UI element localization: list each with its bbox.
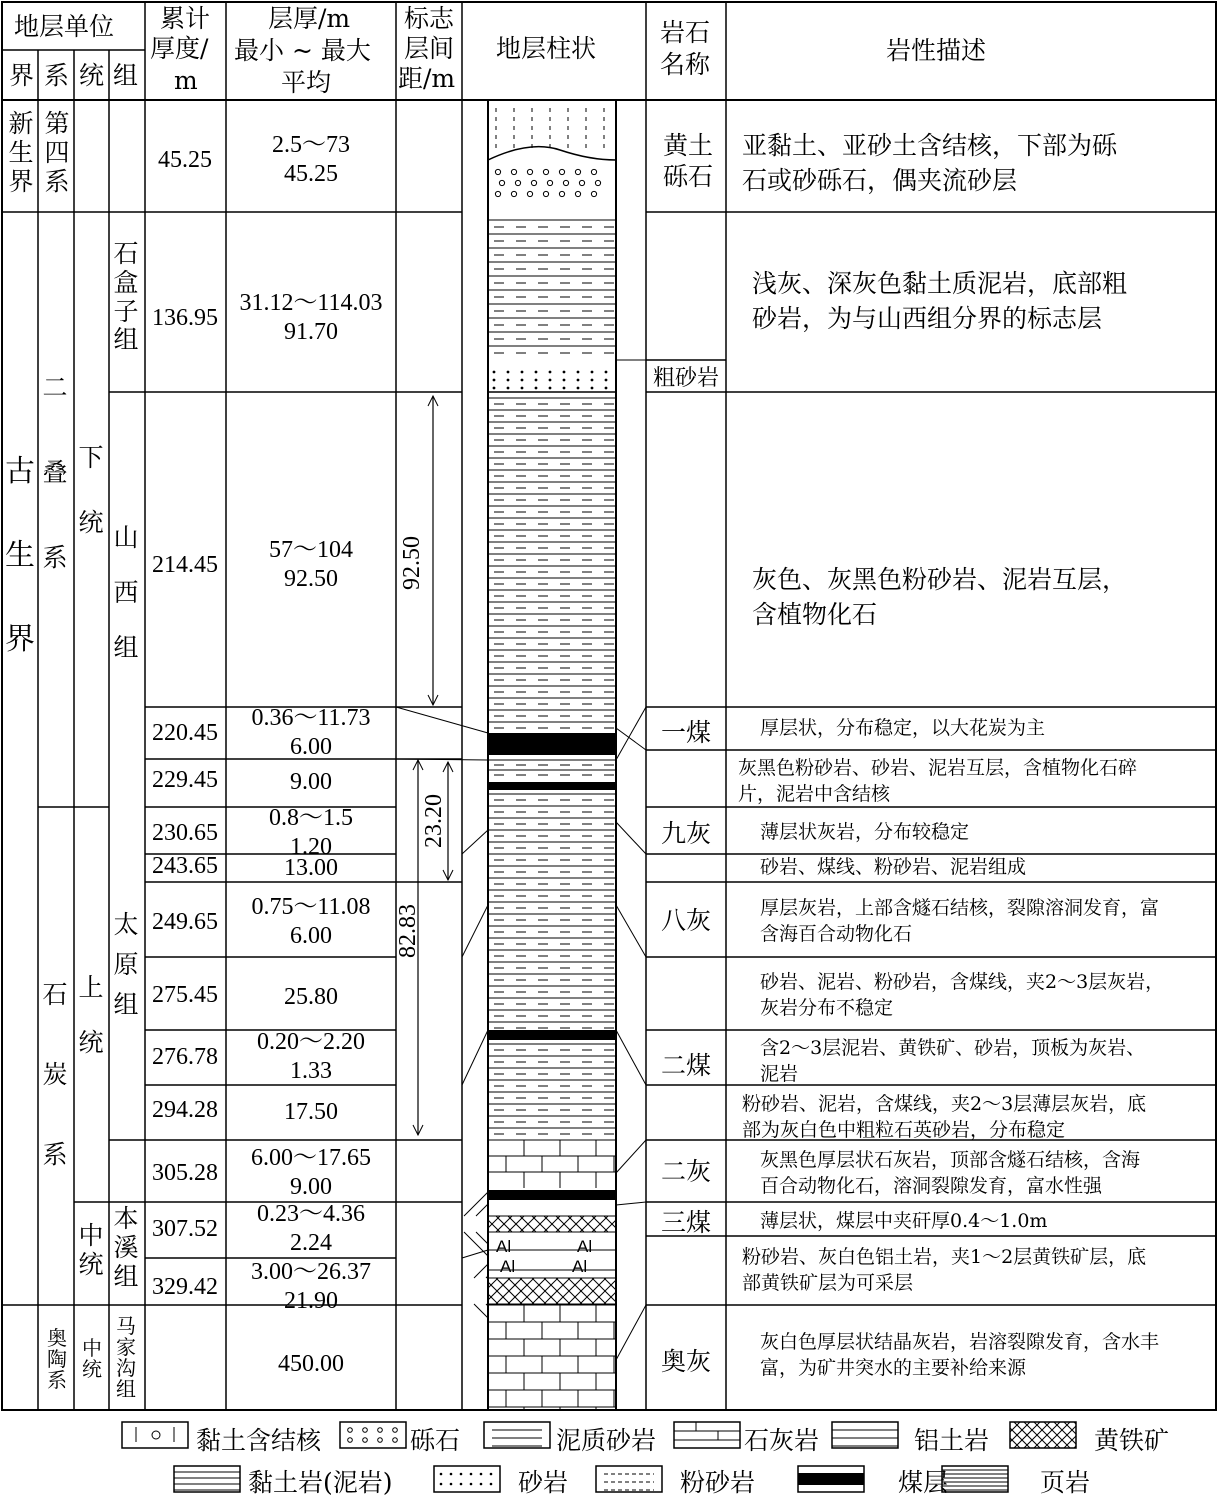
sand-dot	[577, 387, 580, 390]
sand-dot	[605, 379, 608, 382]
leader-line	[462, 1030, 488, 1085]
leader-line	[616, 905, 646, 957]
header-cum-1: 累计	[160, 4, 211, 33]
zu-taiyuan: 太原组	[113, 910, 139, 1019]
gravel-dot	[575, 169, 580, 174]
rock-name-limestone-9: 九灰	[660, 819, 711, 848]
legend-sand-dot	[470, 1483, 473, 1486]
legend-swatch-gravel	[340, 1422, 406, 1448]
header-cum-2: 厚度/	[150, 34, 209, 63]
cumulative-thickness: 305.28	[152, 1160, 218, 1186]
legend-sand-dot	[490, 1473, 493, 1476]
cumulative-thickness: 230.65	[152, 820, 218, 846]
leader-line	[616, 1140, 646, 1173]
legend-label: 页岩	[1040, 1468, 1091, 1497]
thickness-average: 6.00	[290, 923, 332, 949]
lithology-description: 薄层状灰岩，分布较稳定	[760, 821, 970, 843]
legend-sand-dot	[460, 1483, 463, 1486]
gravel-dot	[579, 180, 584, 185]
pyrite-hatch	[604, 1292, 616, 1304]
sand-dot	[605, 387, 608, 390]
sand-dot	[521, 387, 524, 390]
gravel-dot	[543, 191, 548, 196]
legend-sand-dot	[470, 1473, 473, 1476]
coal-seam	[488, 782, 616, 790]
rock-name-coal-2: 二煤	[660, 1051, 711, 1080]
lithology-description: 灰白色厚层状结晶灰岩，岩溶裂隙发育，含水丰 富，为矿井突水的主要补给来源	[760, 1331, 1160, 1379]
leader-line	[616, 728, 646, 750]
legend-sand-dot	[460, 1473, 463, 1476]
legend-label: 砂岩	[518, 1468, 569, 1497]
leader-line	[396, 707, 488, 733]
legend-gravel-dot	[393, 1438, 398, 1443]
cumulative-thickness: 307.52	[152, 1216, 218, 1242]
cumulative-thickness: 243.65	[152, 853, 218, 879]
gravel-dot	[495, 191, 500, 196]
thickness-average: 2.24	[290, 1230, 332, 1256]
bauxite-symbol: Al	[577, 1237, 593, 1256]
legend-sand-dot	[440, 1473, 443, 1476]
lithology-description: 粉砂岩、灰白色铝土岩，夹1～2层黄铁矿层，底 部黄铁矿层为可采层	[742, 1246, 1147, 1294]
thickness-average: 13.00	[284, 855, 338, 881]
sand-dot	[577, 371, 580, 374]
header-marker-3: 距/m	[398, 64, 456, 93]
legend-label: 铝土岩	[914, 1426, 990, 1455]
leader-line	[462, 905, 488, 957]
sand-dot	[549, 371, 552, 374]
lithology-description: 厚层状，分布稳定，以大花炭为主	[760, 717, 1046, 739]
lithology-description: 厚层灰岩，上部含燧石结核，裂隙溶洞发育，富 含海百合动物化石	[760, 897, 1160, 945]
pyrite-hatch	[604, 1278, 616, 1290]
legend-gravel-dot	[393, 1428, 398, 1433]
legend-swatch-muddy-sandstone	[484, 1422, 550, 1448]
sand-dot	[605, 371, 608, 374]
thickness-average: 21.90	[284, 1288, 338, 1314]
header-marker-1: 标志	[404, 4, 455, 33]
legend-label: 煤层	[898, 1468, 949, 1497]
legend-sand-dot	[480, 1483, 483, 1486]
rock-name-loess-gravel: 黄土 砾石	[662, 131, 713, 192]
cumulative-thickness: 294.28	[152, 1097, 218, 1123]
legend-gravel-dot	[363, 1438, 368, 1443]
gravel-dot	[495, 169, 500, 174]
header-zu: 组	[113, 61, 139, 90]
legend-label: 砾石	[410, 1426, 461, 1455]
header-jie: 界	[9, 61, 35, 90]
pyrite-hatch	[476, 1232, 488, 1244]
header-marker-2: 层间	[404, 34, 455, 63]
pyrite-hatch	[464, 1232, 488, 1256]
header-cum-3: m	[174, 66, 198, 95]
pyrite-hatch	[592, 1280, 616, 1304]
tong-middle: 中统	[78, 1221, 104, 1279]
pyrite-hatch	[474, 1264, 488, 1278]
header-layer-2: 最小 ~ 最大	[234, 36, 371, 65]
legend-sand-dot	[450, 1483, 453, 1486]
leader-line	[616, 707, 646, 760]
thickness-range: 0.36～11.73	[251, 705, 371, 731]
gravel-dot	[547, 180, 552, 185]
legend-gravel-dot	[378, 1428, 383, 1433]
sand-dot	[507, 387, 510, 390]
thickness-range: 0.23～4.36	[257, 1201, 365, 1227]
lithology-description: 灰黑色粉砂岩、砂岩、泥岩互层，含植物化石碎 片，泥岩中含结核	[738, 757, 1138, 805]
pyrite-hatch	[474, 1304, 488, 1318]
leader-line	[462, 1250, 488, 1258]
zu-majiagou: 马家沟组	[116, 1314, 136, 1401]
gravel-dot	[515, 180, 520, 185]
legend-label: 粉砂岩	[680, 1468, 756, 1497]
lithology-description: 含2～3层泥岩、黄铁矿、砂岩，顶板为灰岩、 泥岩	[760, 1037, 1146, 1085]
legend-label: 黏土含结核	[196, 1426, 322, 1455]
legend-hatch	[1054, 1426, 1076, 1448]
gravel-dot	[499, 180, 504, 185]
cumulative-thickness: 249.65	[152, 909, 218, 935]
cumulative-thickness: 136.95	[152, 305, 218, 331]
sand-dot	[549, 379, 552, 382]
header-layer-3: 平均	[281, 68, 332, 97]
zu-shanxi: 山西组	[113, 523, 139, 662]
legend-gravel-dot	[363, 1428, 368, 1433]
lithology-description: 亚黏土、亚砂土含结核，下部为砾 石或砂砾石，偶夹流砂层	[742, 131, 1118, 195]
leader-line	[616, 1030, 646, 1085]
sand-dot	[535, 387, 538, 390]
sand-dot	[563, 379, 566, 382]
cumulative-thickness: 220.45	[152, 720, 218, 746]
gravel-dot	[511, 169, 516, 174]
legend-mark	[152, 1431, 160, 1439]
legend-swatch-clay-nodule	[122, 1422, 188, 1448]
legend-coal-fill	[798, 1473, 864, 1485]
legend-label: 黄铁矿	[1094, 1426, 1170, 1455]
gravel-dot	[563, 180, 568, 185]
xi-quaternary: 第四系	[44, 109, 70, 196]
legend-sand-dot	[480, 1473, 483, 1476]
lithology-description: 灰色、灰黑色粉砂岩、泥岩互层， 含植物化石	[752, 565, 1128, 629]
cumulative-thickness: 275.45	[152, 982, 218, 1008]
stratigraphic-column-figure: 地层单位 界 系 统 组 累计 厚度/ m 层厚/m 最小 ~ 最大 平均 标志 层间 距/m 地层柱状 岩石 名称 岩性描述 新生界 古生界 第四系 二叠系 石炭系 奥陶系 下统 上统 中统 中统 石盒子组 山西组 太原组 本溪组 马家沟组 45.25 2.5～73 45.25 136.95 31.12～114.03 91.70 214.45 57～104 92.50 220.45 0.36～11.73 6.00 229.45 9.00 230.65 0.8～1.5 1.20 243.65 13.00 249.65 0.75～11.08 6.00 275.45 25.80 276.78 0.20～2.20 1.33 294.28 17.50 305.28 6.00～17.65 9.00 307.52 0.23～4.36 2.24 329.42 3.00～26.37 21.90 450.00 92.50 23.20 82.83 黄土 砾石 粗砂岩 一煤 九灰 八灰 二煤 二灰 三煤 奥灰 亚黏土、亚砂土含结核，下部为砾 石或砂砾石，偶夹流砂层 浅灰、深灰色黏土质泥岩，底部粗 砂岩，为与山西组分界的标志层 灰色、灰黑色粉砂岩、泥岩互层， 含植物化石 厚层状，分布稳定，以大花炭为主 灰黑色粉砂岩、砂岩、泥岩互层，含植物化石碎 片，泥岩中含结核 薄层状灰岩，分布较稳定 砂岩、煤线、粉砂岩、泥岩组成 厚层灰岩，上部含燧石结核，裂隙溶洞发育，富 含海百合动物化石 砂岩、泥岩、粉砂岩，含煤线，夹2～3层灰岩， 灰岩分布不稳定 含2～3层泥岩、黄铁矿、砂岩，顶板为灰岩、 泥岩 粉砂岩、泥岩，含煤线，夹2～3层薄层灰岩，底 部为灰白色中粗粒石英砂岩，分布稳定 灰黑色厚层状石灰岩，顶部含燧石结核，含海 百合动物化石，溶洞裂隙发育，富水性强 薄层状，煤层中夹矸厚0.4～1.0m 粉砂岩、灰白色铝土岩，夹1～2层黄铁矿层，底 部黄铁矿层为可采层 灰白色厚层状结晶灰岩，岩溶裂隙发育，含水丰 富，为矿井突水的主要补给来源 Al Al Al Al 黏土含结核 砾石 泥质砂岩 石灰岩 铝土岩 黄铁矿 黏土岩(泥岩) 砂岩 粉砂岩 煤层 页岩	[0, 0, 1220, 1503]
xi-permian: 二叠系	[42, 373, 68, 572]
header-rock-name-2: 名称	[660, 50, 711, 79]
contact-wave	[488, 147, 616, 160]
thickness-average: 1.33	[290, 1058, 332, 1084]
thickness-average: 450.00	[278, 1351, 344, 1377]
gravel-dot	[531, 180, 536, 185]
legend-sand-dot	[440, 1483, 443, 1486]
xi-carboniferous: 石炭系	[42, 980, 68, 1169]
sand-dot	[521, 371, 524, 374]
bauxite-symbol: Al	[500, 1257, 516, 1276]
gravel-dot	[595, 180, 600, 185]
legend-sand-dot	[490, 1483, 493, 1486]
thickness-range: 6.00～17.65	[251, 1145, 371, 1171]
thickness-average: 17.50	[284, 1099, 338, 1125]
coal-seam	[488, 1030, 616, 1040]
thickness-range: 3.00～26.37	[251, 1259, 371, 1285]
sand-dot	[535, 371, 538, 374]
gravel-dot	[559, 191, 564, 196]
lithology-description: 浅灰、深灰色黏土质泥岩，底部粗 砂岩，为与山西组分界的标志层	[752, 269, 1128, 333]
thickness-range: 57～104	[269, 537, 353, 563]
legend-label: 石灰岩	[744, 1426, 820, 1455]
sand-dot	[493, 371, 496, 374]
sand-dot	[577, 379, 580, 382]
legend-label: 黏土岩(泥岩)	[248, 1468, 393, 1497]
cumulative-thickness: 329.42	[152, 1274, 218, 1300]
tong-lower: 下统	[78, 443, 104, 537]
thickness-average: 9.00	[290, 769, 332, 795]
thickness-average: 9.00	[290, 1174, 332, 1200]
thickness-range: 0.75～11.08	[251, 894, 371, 920]
legend-gravel-dot	[348, 1438, 353, 1443]
thickness-average: 92.50	[284, 566, 338, 592]
lithology-description: 粉砂岩、泥岩，含煤线，夹2～3层薄层灰岩，底 部为灰白色中粗粒石英砂岩，分布稳定	[742, 1093, 1147, 1141]
legend-gravel-dot	[348, 1428, 353, 1433]
sand-dot	[493, 379, 496, 382]
sand-dot	[563, 371, 566, 374]
rock-name-limestone-8: 八灰	[660, 906, 711, 935]
legend-hatch	[1054, 1422, 1076, 1444]
sand-dot	[507, 371, 510, 374]
thickness-range: 0.8～1.5	[269, 805, 353, 831]
gravel-dot	[575, 191, 580, 196]
thickness-range: 2.5～73	[272, 132, 350, 158]
zu-shihezi: 石盒子组	[113, 239, 139, 355]
legend-swatch-bauxite	[832, 1422, 898, 1448]
lithology-description: 薄层状，煤层中夹矸厚0.4～1.0m	[760, 1210, 1048, 1232]
sand-dot	[493, 387, 496, 390]
header-lithology: 岩性描述	[886, 36, 987, 65]
gravel-dot	[527, 191, 532, 196]
sand-dot	[591, 371, 594, 374]
rock-name-coal-3: 三煤	[660, 1208, 711, 1237]
bauxite-symbol: Al	[496, 1237, 512, 1256]
leader-line	[616, 1202, 646, 1205]
lithology-description: 砂岩、煤线、粉砂岩、泥岩组成	[760, 856, 1027, 878]
thickness-average: 1.20	[290, 834, 332, 860]
pyrite-hatch	[464, 1192, 488, 1216]
rock-name-limestone-2: 二灰	[660, 1157, 711, 1186]
cumulative-thickness: 229.45	[152, 767, 218, 793]
thickness-range: 0.20～2.20	[257, 1029, 365, 1055]
pyrite-hatch	[476, 1204, 488, 1216]
tong-middle-ordovician: 中统	[82, 1336, 102, 1381]
gravel-dot	[591, 191, 596, 196]
legend-gravel-dot	[378, 1438, 383, 1443]
jie-paleozoic: 古生界	[5, 454, 35, 657]
header-layer-1: 层厚/m	[268, 4, 351, 33]
header-rock-name-1: 岩石	[660, 18, 711, 47]
leader-line	[616, 822, 646, 854]
sand-dot	[591, 379, 594, 382]
pyrite-hatch	[592, 1278, 616, 1302]
gravel-dot	[559, 169, 564, 174]
sand-dot	[535, 379, 538, 382]
thickness-average: 25.80	[284, 984, 338, 1010]
sand-dot	[549, 387, 552, 390]
header-column: 地层柱状	[496, 34, 597, 63]
cumulative-thickness: 45.25	[158, 147, 212, 173]
rock-name-coarse-sandstone: 粗砂岩	[652, 366, 719, 391]
bauxite-symbol: Al	[572, 1257, 588, 1276]
leader-line	[616, 1305, 646, 1360]
gravel-dot	[511, 191, 516, 196]
zu-benxi: 本溪组	[113, 1204, 139, 1291]
lithology-description: 砂岩、泥岩、粉砂岩，含煤线，夹2～3层灰岩， 灰岩分布不稳定	[760, 971, 1165, 1019]
thickness-average: 45.25	[284, 161, 338, 187]
jie-cenozoic: 新生界	[8, 109, 34, 196]
rock-name-ordovician-limestone: 奥灰	[660, 1347, 711, 1376]
thickness-range: 31.12～114.03	[239, 290, 383, 316]
legend-label: 泥质砂岩	[556, 1426, 657, 1455]
legend-swatch-siltstone	[596, 1466, 662, 1492]
leader-line	[462, 830, 488, 854]
coal-seam	[488, 733, 616, 755]
legend-swatch-mudstone	[174, 1466, 240, 1492]
header-xi: 系	[44, 61, 70, 90]
lithology-description: 灰黑色厚层状石灰岩，顶部含燧石结核，含海 百合动物化石，溶洞裂隙发育，富水性强	[760, 1149, 1141, 1197]
strata-column	[464, 100, 616, 1410]
gravel-dot	[527, 169, 532, 174]
tong-upper: 上统	[78, 973, 104, 1057]
header-tong: 统	[79, 61, 105, 90]
sand-dot	[563, 387, 566, 390]
legend-sand-dot	[450, 1473, 453, 1476]
rock-name-coal-1: 一煤	[660, 718, 711, 747]
cumulative-thickness: 276.78	[152, 1044, 218, 1070]
gravel-dot	[591, 169, 596, 174]
xi-ordovician: 奥陶系	[47, 1326, 67, 1392]
coal-seam	[488, 1190, 616, 1200]
header-unit-title: 地层单位	[14, 12, 115, 41]
sand-dot	[507, 379, 510, 382]
thickness-average: 91.70	[284, 319, 338, 345]
sand-dot	[521, 379, 524, 382]
gravel-dot	[543, 169, 548, 174]
thickness-average: 6.00	[290, 734, 332, 760]
legend-swatch-sandstone	[434, 1466, 500, 1492]
sand-dot	[591, 387, 594, 390]
leader-line	[396, 759, 488, 760]
legend-swatch-limestone	[674, 1422, 740, 1448]
cumulative-thickness: 214.45	[152, 552, 218, 578]
